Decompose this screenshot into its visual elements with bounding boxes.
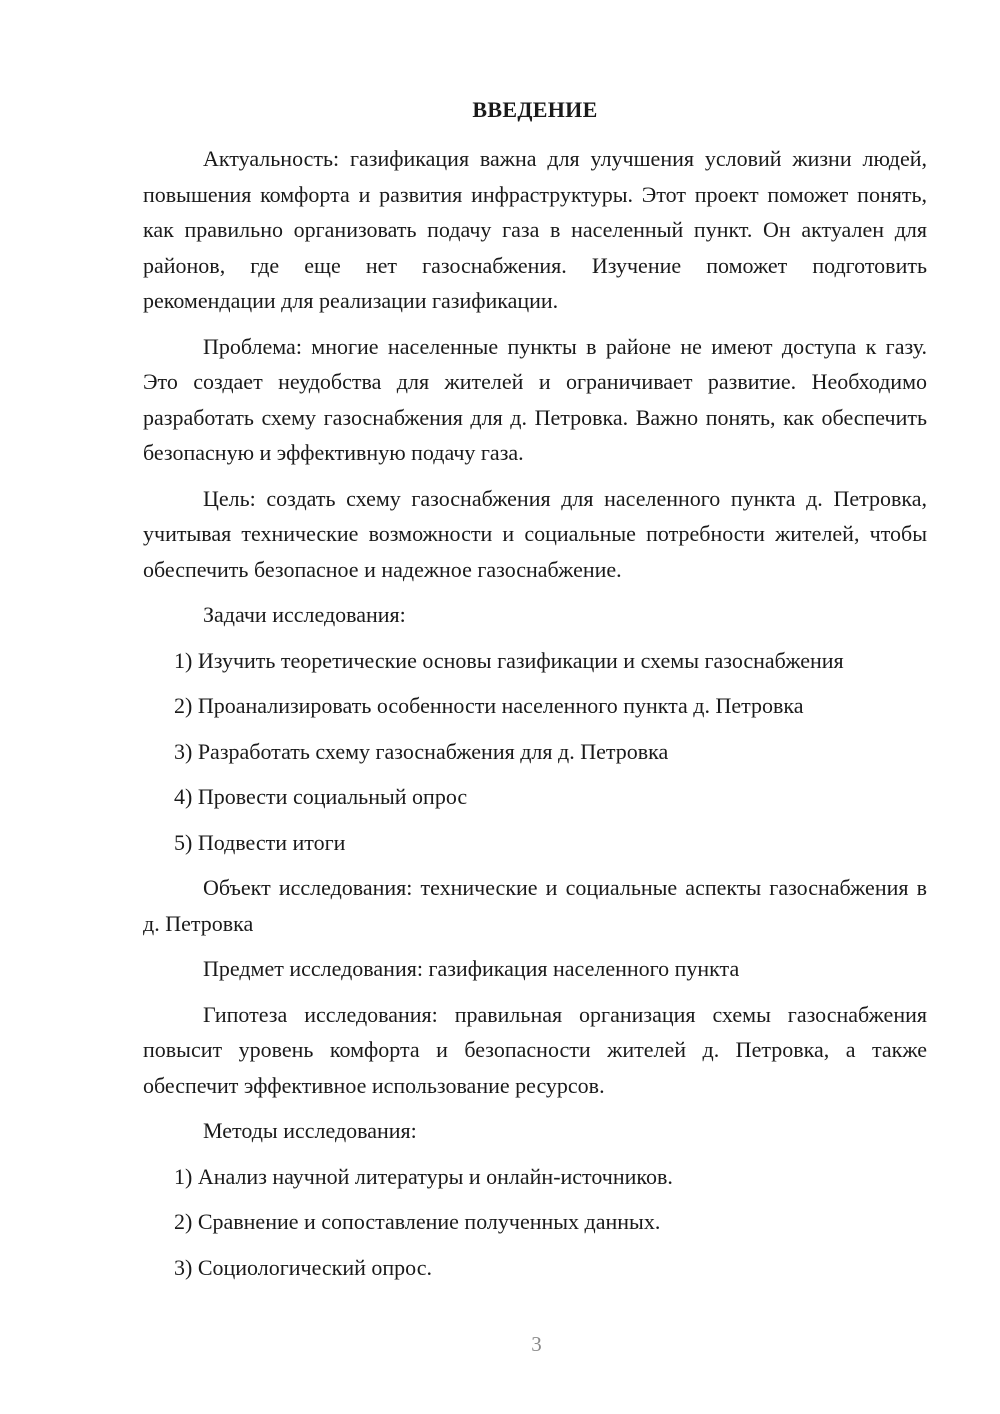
methods-list: [143, 1159, 927, 1286]
page-content: [143, 92, 927, 1295]
goal-paragraph: Цель: создать схему газоснабжения для населенного пункта д. Петровка, учитывая технические возможности и социальные потребности жителей, чтобы обеспечить безопасное и надежное газоснабжение.: [143, 485, 927, 582]
problem-paragraph: Проблема: многие населенные пункты в районе не имеют доступа к газу. Это создает неудобства для жителей и ограничивает развитие. Необходимо разработать схему газоснабжения для д. Петровка. Важно понять, как обеспечить безопасную и эффективную подачу газа.: [143, 333, 927, 465]
tasks-list: [143, 643, 927, 861]
relevance-paragraph: Актуальность: газификация важна для улучшения условий жизни людей, повышения комфорта и развития инфраструктуры. Этот проект поможет понять, как правильно организовать подачу газа в населенный пункт. Он актуален для районов, где еще нет газоснабжения. Изучение поможет подготовить рекомендации для реализации газификации.: [143, 146, 927, 313]
list-item: 3) Разработать схему газоснабжения для д. Петровка: [174, 738, 669, 764]
list-item: 2) Сравнение и сопоставление полученных данных.: [174, 1209, 661, 1234]
hypothesis-paragraph: Гипотеза исследования: правильная организация схемы газоснабжения повысит уровень комфорта и безопасности жителей д. Петровка, а также обеспечит эффективное использование ресурсов.: [143, 1001, 927, 1098]
list-item: 5) Подвести итоги: [174, 829, 346, 855]
subject-paragraph: Предмет исследования: газификация населенного пункта: [203, 956, 740, 981]
list-item: 2) Проанализировать особенности населенного пункта д. Петровка: [174, 693, 804, 718]
object-paragraph: Объект исследования: технические и социальные аспекты газоснабжения в д. Петровка: [143, 875, 927, 936]
page-title: ВВЕДЕНИЕ: [472, 97, 598, 122]
list-item: 1) Анализ научной литературы и онлайн-источников.: [174, 1163, 673, 1189]
list-item: 1) Изучить теоретические основы газификации и схемы газоснабжения: [174, 647, 844, 673]
page-number: 3: [531, 1332, 542, 1356]
list-item: 4) Провести социальный опрос: [174, 784, 468, 809]
tasks-title: Задачи исследования:: [203, 602, 406, 627]
list-item: 3) Социологический опрос.: [174, 1254, 432, 1280]
methods-title: Методы исследования:: [203, 1118, 417, 1143]
